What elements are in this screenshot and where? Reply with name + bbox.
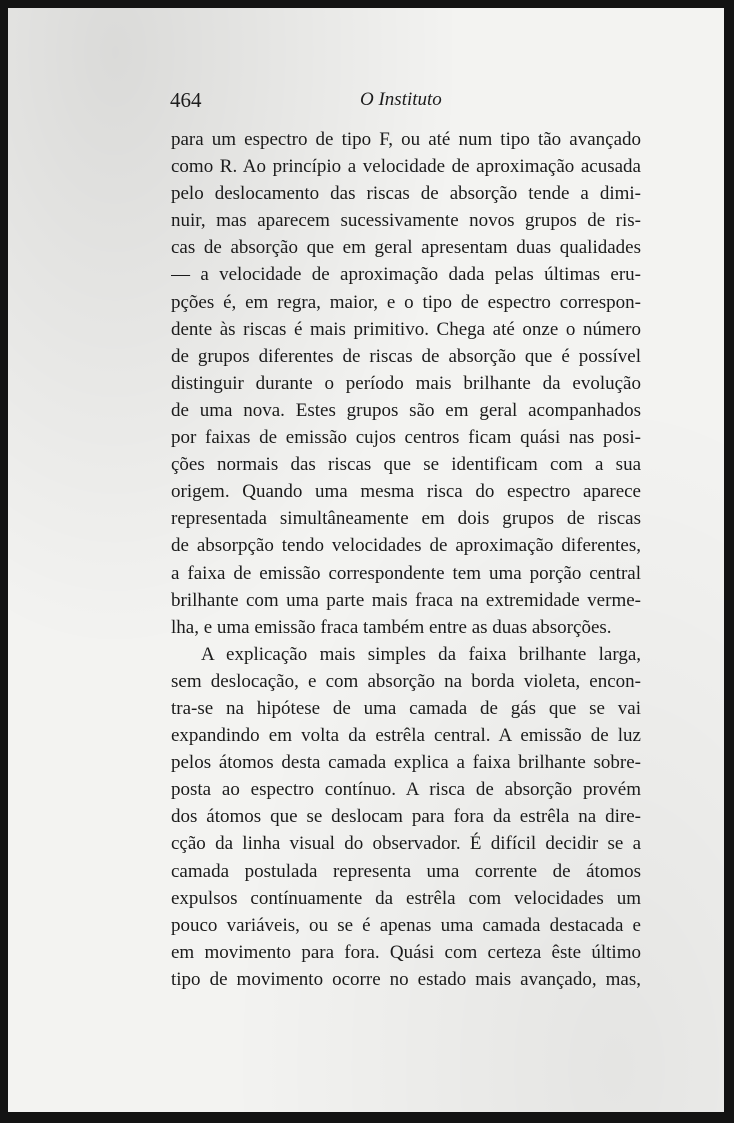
text-line: A explicação mais simples da faixa brilhante larga, bbox=[201, 643, 641, 665]
text-line: pções é, em regra, maior, e o tipo de espectro correspon- bbox=[171, 291, 641, 313]
text-line: expandindo em volta da estrêla central. A emissão de luz bbox=[171, 725, 641, 747]
text-line: de uma nova. Estes grupos são em geral acompanhados bbox=[171, 399, 641, 421]
text-line: pelo deslocamento das riscas de absorção tende a dimi- bbox=[171, 183, 641, 205]
text-line: pelos átomos desta camada explica a faixa brilhante sobre- bbox=[171, 752, 641, 774]
text-line: origem. Quando uma mesma risca do espectro aparece bbox=[171, 481, 641, 503]
text-line: cas de absorção que em geral apresentam duas qualidades bbox=[171, 237, 641, 259]
text-line: tra-se na hipótese de uma camada de gás que se vai bbox=[171, 697, 641, 719]
text-line: representada simultâneamente em dois grupos de riscas bbox=[171, 508, 641, 530]
running-title: O Instituto bbox=[360, 89, 442, 110]
text-line: de grupos diferentes de riscas de absorção que é possível bbox=[171, 345, 641, 367]
text-line: lha, e uma emissão fraca também entre as duas absorções. bbox=[171, 616, 612, 638]
text-line: — a velocidade de aproximação dada pelas últimas eru- bbox=[171, 264, 641, 286]
text-line: por faixas de emissão cujos centros ficam quási nas posi- bbox=[171, 427, 641, 449]
text-line: de absorpção tendo velocidades de aproximação diferentes, bbox=[171, 535, 641, 557]
text-line: sem deslocação, e com absorção na borda violeta, encon- bbox=[171, 670, 641, 692]
text-line: para um espectro de tipo F, ou até num tipo tão avançado bbox=[171, 129, 641, 150]
text-line: distinguir durante o período mais brilhante da evolução bbox=[171, 372, 641, 394]
text-line: nuir, mas aparecem sucessivamente novos grupos de ris- bbox=[171, 210, 641, 232]
text-line: pouco variáveis, ou se é apenas uma camada destacada e bbox=[171, 914, 641, 936]
text-line: a faixa de emissão correspondente tem uma porção central bbox=[171, 562, 641, 584]
body-text bbox=[171, 126, 641, 993]
paragraph-1 bbox=[171, 126, 641, 641]
text-line: em movimento para fora. Quási com certeza êste último bbox=[171, 941, 641, 963]
page-number: 464 bbox=[170, 88, 202, 112]
page-header bbox=[160, 88, 640, 112]
text-line: camada postulada representa uma corrente de átomos bbox=[171, 860, 641, 882]
text-line: brilhante com uma parte mais fraca na extremidade verme- bbox=[171, 589, 641, 611]
paragraph-2 bbox=[171, 641, 641, 993]
text-line: ções normais das riscas que se identificam com a sua bbox=[171, 454, 641, 476]
text-line: dos átomos que se deslocam para fora da estrêla na dire- bbox=[171, 806, 641, 828]
text-line: como R. Ao princípio a velocidade de aproximação acusada bbox=[171, 156, 641, 178]
text-line: dente às riscas é mais primitivo. Chega até onze o número bbox=[171, 318, 641, 340]
text-line: cção da linha visual do observador. É difícil decidir se a bbox=[171, 833, 641, 855]
text-line: expulsos contínuamente da estrêla com velocidades um bbox=[171, 887, 641, 909]
text-line: tipo de movimento ocorre no estado mais avançado, mas, bbox=[171, 968, 641, 990]
text-line: posta ao espectro contínuo. A risca de absorção provém bbox=[171, 779, 641, 801]
